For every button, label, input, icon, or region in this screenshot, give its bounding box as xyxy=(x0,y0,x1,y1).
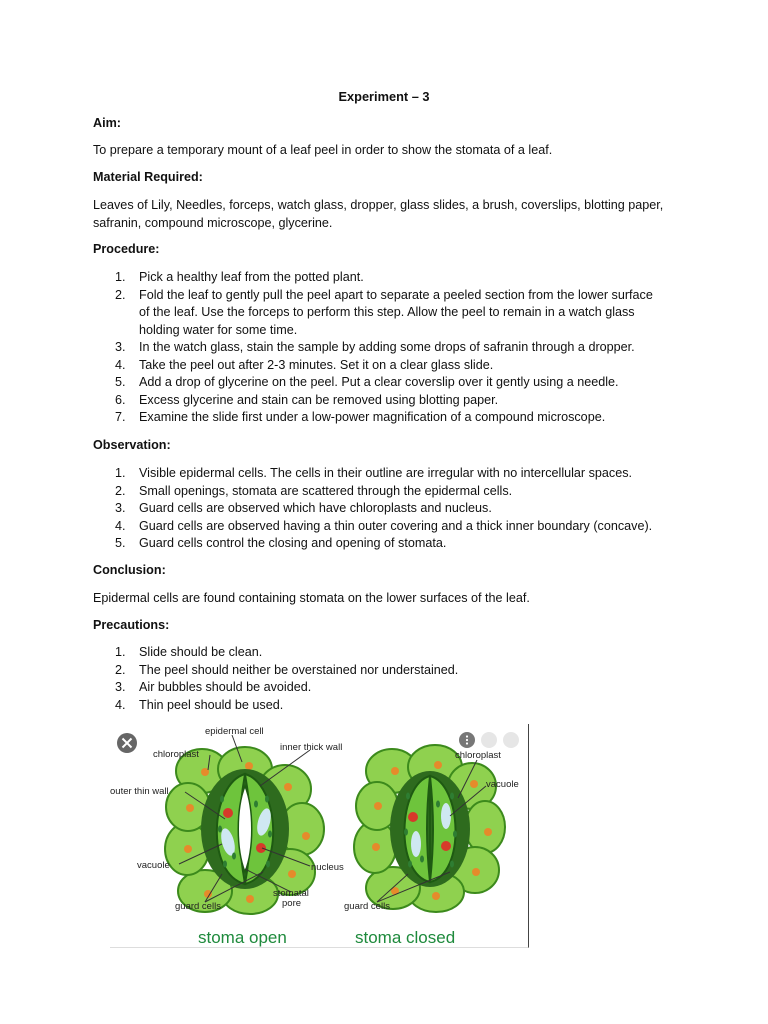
label-nucleus: nucleus xyxy=(311,862,344,873)
caption-stoma-open: stoma open xyxy=(198,928,287,947)
precaution-item: 2. The peel should neither be overstained nor understained. xyxy=(115,662,459,677)
label-epidermal-cell: epidermal cell xyxy=(205,726,264,737)
label-guard-cells-left: guard cells xyxy=(175,901,221,912)
precautions-heading: Precautions: xyxy=(93,618,170,632)
label-vacuole-right: vacuole xyxy=(486,779,519,790)
next-icon[interactable] xyxy=(503,732,519,748)
caption-stoma-closed: stoma closed xyxy=(355,928,456,947)
observation-item: 1. Visible epidermal cells. The cells in their outline are irregular with no intercellular spaces. xyxy=(115,466,633,480)
aim-heading: Aim: xyxy=(93,116,121,130)
precaution-item: 4. Thin peel should be used. xyxy=(115,697,284,712)
observation-heading: Observation: xyxy=(93,438,171,452)
procedure-step: 6. Excess glycerine and stain can be removed using blotting paper. xyxy=(115,392,499,407)
stoma-closed-diagram xyxy=(354,745,505,912)
stomata-diagram xyxy=(110,724,528,947)
materials-line-2: safranin, compound microscope, glycerine. xyxy=(93,215,333,230)
label-chloroplast-right: chloroplast xyxy=(455,750,501,761)
precautions-list xyxy=(93,644,693,714)
precaution-item: 1. Slide should be clean. xyxy=(115,645,263,659)
page-title: Experiment – 3 xyxy=(338,89,430,104)
procedure-heading: Procedure: xyxy=(93,242,160,256)
materials-line-1: Leaves of Lily, Needles, forceps, watch glass, dropper, glass slides, a brush, coverslips, blotting paper, xyxy=(93,198,664,212)
observation-item: 2. Small openings, stomata are scattered through the epidermal cells. xyxy=(115,483,513,498)
observation-list xyxy=(93,465,733,553)
label-vacuole-left: vacuole xyxy=(137,860,170,871)
previous-icon[interactable] xyxy=(481,732,497,748)
procedure-step: 7. Examine the slide first under a low-power magnification of a compound microscope. xyxy=(115,410,606,424)
label-outer-thin-wall: outer thin wall xyxy=(110,786,169,797)
procedure-step: 3. In the watch glass, stain the sample by adding some drops of safranin through a dropper. xyxy=(115,340,635,354)
precaution-item: 3. Air bubbles should be avoided. xyxy=(115,680,312,694)
stomata-figure xyxy=(110,724,529,948)
close-icon[interactable] xyxy=(117,733,137,753)
conclusion-text: Epidermal cells are found containing stomata on the lower surfaces of the leaf. xyxy=(93,591,530,605)
procedure-step: 2. Fold the leaf to gently pull the peel apart to separate a peeled section from the lower surface of the leaf. Use the forceps to perform this step. Allow the peel to remain in a watch glass holding water for some time. xyxy=(115,287,653,337)
label-guard-cells-right: guard cells xyxy=(344,901,390,912)
materials-heading: Material Required: xyxy=(93,170,203,184)
conclusion-heading: Conclusion: xyxy=(93,563,166,577)
observation-item: 5. Guard cells control the closing and opening of stomata. xyxy=(115,536,447,550)
aim-text: To prepare a temporary mount of a leaf peel in order to show the stomata of a leaf. xyxy=(93,143,553,157)
materials-text xyxy=(93,197,713,232)
observation-item: 3. Guard cells are observed which have chloroplasts and nucleus. xyxy=(115,501,492,515)
observation-item: 4. Guard cells are observed having a thin outer covering and a thick inner boundary (concave). xyxy=(115,518,653,533)
label-inner-thick-wall: inner thick wall xyxy=(280,742,343,753)
procedure-step: 1. Pick a healthy leaf from the potted plant. xyxy=(115,270,364,284)
label-pore: pore xyxy=(282,898,302,909)
procedure-step: 5. Add a drop of glycerine on the peel. Put a clear coverslip over it gently using a needle. xyxy=(115,375,619,389)
label-chloroplast-left: chloroplast xyxy=(153,749,199,760)
label-stomatal: stomatal xyxy=(273,888,309,899)
procedure-list xyxy=(93,269,733,427)
procedure-step: 4. Take the peel out after 2-3 minutes. Set it on a clear glass slide. xyxy=(115,357,494,372)
